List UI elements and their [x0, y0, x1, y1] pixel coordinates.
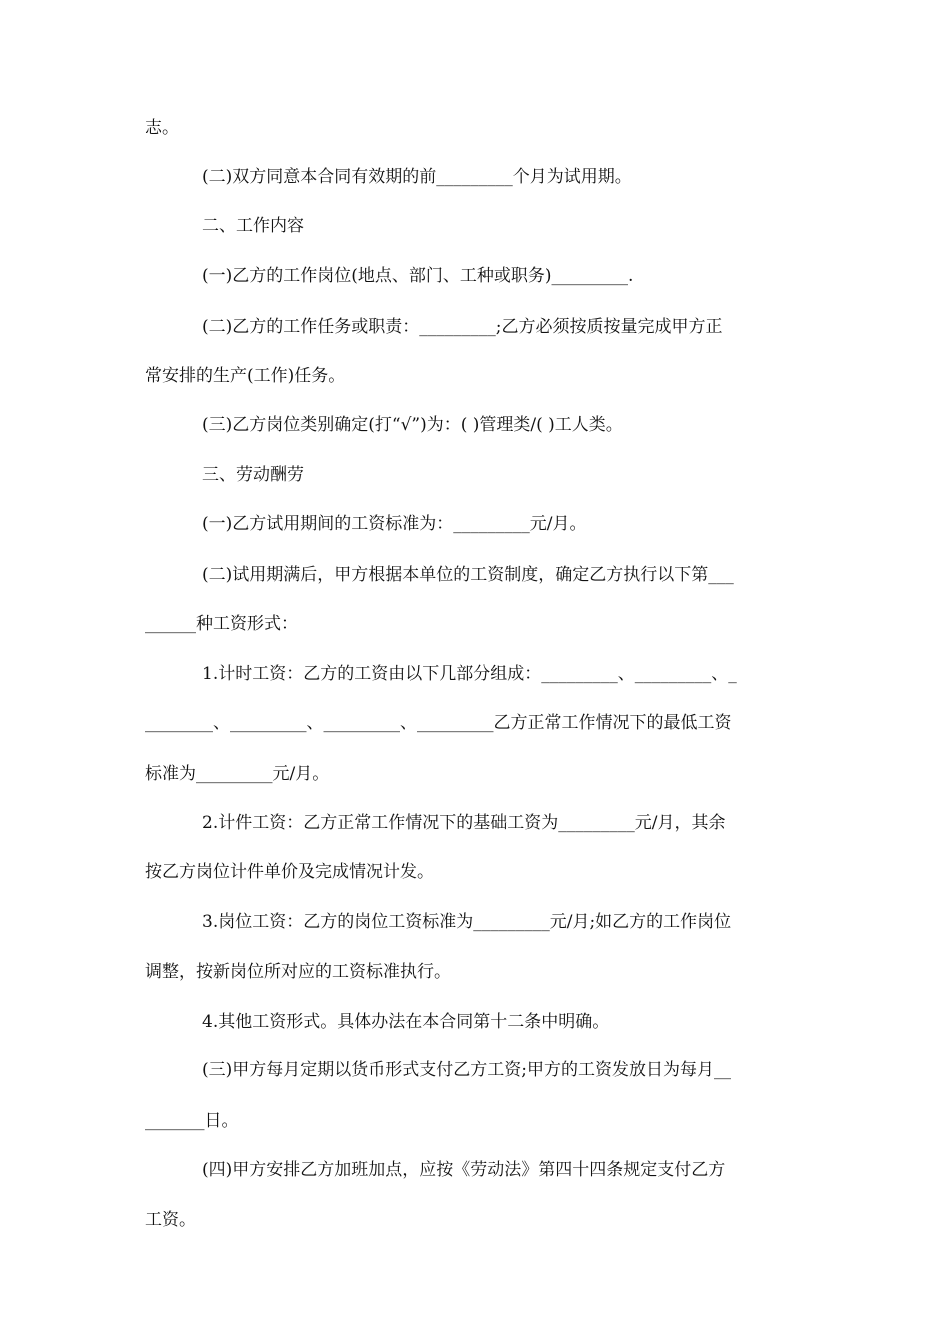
text-line: (三)乙方岗位类别确定(打“√”)为：( )管理类/( )工人类。: [202, 415, 623, 435]
text-line: 1.计时工资：乙方的工资由以下几部分组成：_________、_________、_: [202, 664, 737, 684]
section-heading: 三、劳动酬劳: [202, 465, 304, 485]
text-line: (一)乙方的工作岗位(地点、部门、工种或职务)_________.: [202, 266, 634, 286]
text-line: (二)乙方的工作任务或职责：_________;乙方必须按质按量完成甲方正: [202, 317, 723, 337]
text-line: 工资。: [145, 1210, 196, 1230]
text-line: (二)试用期满后，甲方根据本单位的工资制度，确定乙方执行以下第___: [202, 565, 734, 585]
text-line: ______种工资形式：: [145, 614, 298, 634]
text-line: 调整，按新岗位所对应的工资标准执行。: [145, 962, 451, 982]
text-line: 3.岗位工资：乙方的岗位工资标准为_________元/月;如乙方的工作岗位: [202, 912, 732, 932]
text-line: _______日。: [145, 1111, 239, 1131]
text-line: (一)乙方试用期间的工资标准为：_________元/月。: [202, 514, 587, 534]
text-line: (三)甲方每月定期以货币形式支付乙方工资;甲方的工资发放日为每月__: [202, 1060, 731, 1080]
text-line: 志。: [145, 118, 179, 138]
text-line: 标准为_________元/月。: [145, 764, 330, 784]
section-heading: 二、工作内容: [202, 216, 304, 236]
text-line: 4.其他工资形式。具体办法在本合同第十二条中明确。: [202, 1012, 610, 1032]
text-line: 2.计件工资：乙方正常工作情况下的基础工资为_________元/月，其余: [202, 813, 726, 833]
text-line: 按乙方岗位计件单价及完成情况计发。: [145, 862, 434, 882]
text-line: (四)甲方安排乙方加班加点，应按《劳动法》第四十四条规定支付乙方: [202, 1160, 726, 1180]
text-line: (二)双方同意本合同有效期的前_________个月为试用期。: [202, 167, 632, 187]
text-line: ________、_________、_________、_________乙方正常工作情况下的最低工资: [145, 713, 732, 733]
text-line: 常安排的生产(工作)任务。: [145, 366, 346, 386]
